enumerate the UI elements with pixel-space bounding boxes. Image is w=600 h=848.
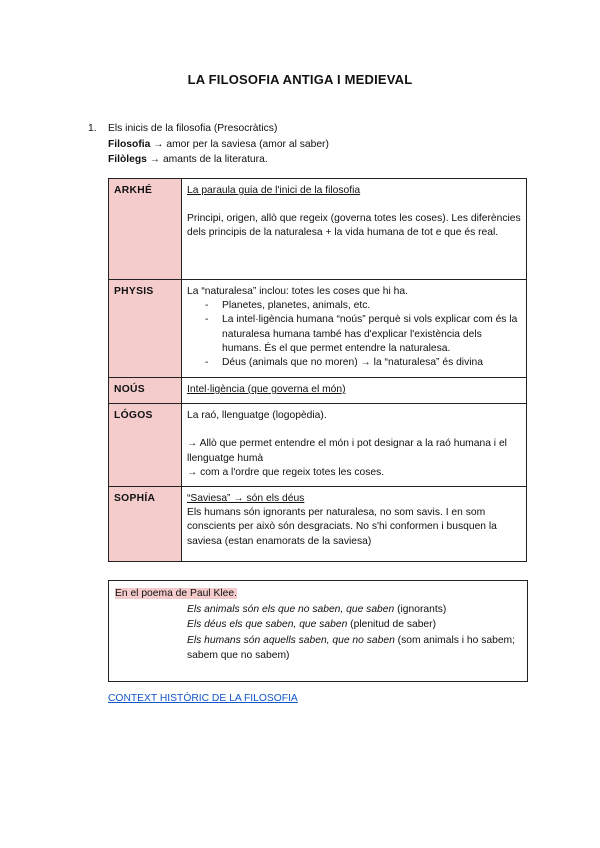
poem-line — [115, 602, 521, 618]
cell-text: → Allò que permet entendre el món i pot designar a la raó humana i el llenguatge humà — [187, 438, 507, 464]
definition-cell — [182, 487, 527, 562]
poem-intro: En el poema de Paul Klee. — [115, 588, 237, 599]
cell-subtitle: La paraula guia de l'inici de la filosofia — [187, 185, 361, 196]
term-cell: SOPHÍA — [109, 487, 182, 562]
cell-subtitle: Intel·ligència (que governa el món) — [187, 384, 346, 395]
definition-text: → amor per la saviesa (amor al saber) — [153, 138, 329, 150]
poem-box — [108, 580, 528, 682]
cell-text: La “naturalesa” inclou: totes les coses que hi ha. — [187, 286, 408, 297]
context-history-link[interactable]: CONTEXT HISTÒRIC DE LA FILOSOFIA — [108, 693, 298, 704]
definition-term: Filosofia — [108, 138, 151, 150]
cell-text: Els humans són ignorants per naturalesa, no som savis. I en som conscients per això són desgraciats. No s'hi conformen i busquen la saviesa (estan enamorats de la saviesa) — [187, 507, 497, 547]
poem-line-italic: Els humans són aquells saben, que no saben — [187, 634, 395, 646]
table-row — [109, 404, 527, 487]
definition-cell — [182, 179, 527, 280]
poem-line — [115, 633, 521, 664]
intro-heading-text: Els inicis de la filosofia (Presocràtics) — [108, 123, 278, 134]
poem-line — [115, 617, 521, 633]
list-item: - Planetes, planetes, animals, etc. — [205, 299, 521, 313]
term-cell: NOÚS — [109, 378, 182, 404]
table-row — [109, 487, 527, 562]
cell-text: → com a l'ordre que regeix totes les coses. — [187, 466, 385, 478]
cell-text: La raó, llenguatge (logopèdia). — [187, 410, 327, 422]
poem-line-note: (ignorants) — [394, 603, 447, 615]
table-row — [109, 378, 527, 404]
table-row — [109, 280, 527, 378]
list-number: 1. — [88, 123, 97, 134]
definition-cell — [182, 378, 527, 404]
definition-cell — [182, 280, 527, 378]
definition-filolegs — [88, 152, 329, 168]
definition-text: → amants de la literatura. — [149, 154, 268, 165]
list-item: - Déus (animals que no moren) → la “naturalesa” és divina — [205, 356, 521, 370]
poem-line-italic: Els déus els que saben, que saben — [187, 619, 348, 630]
term-cell: ARKHÉ — [109, 179, 182, 280]
term-cell: PHYSIS — [109, 280, 182, 378]
term-cell: LÓGOS — [109, 404, 182, 487]
cell-text: Principi, origen, allò que regeix (governa totes les coses). Les diferències dels principis de la naturalesa + la vida humana de tot e que és real. — [187, 213, 521, 239]
intro-heading — [88, 121, 329, 137]
dash-list — [187, 299, 521, 370]
page-title: LA FILOSOFIA ANTIGA I MEDIEVAL — [187, 72, 413, 87]
definition-filosofia — [88, 137, 329, 153]
poem-line-note: (som animals i ho sabem; sabem que no sabem) — [187, 634, 515, 661]
poem-line-note: (plenitud de saber) — [347, 619, 437, 630]
definition-cell — [182, 404, 527, 487]
intro-section — [88, 121, 329, 168]
list-item: - La intel·ligència humana “noús” perquè si vols explicar com és la naturalesa humana també has d'explicar l'existència dels humans. És el que permet entendre la naturalesa. — [205, 313, 521, 356]
concepts-table — [108, 178, 527, 562]
table-row — [109, 179, 527, 280]
poem-line-italic: Els animals són els que no saben, que saben — [187, 603, 395, 615]
definition-term: Filòlegs — [108, 154, 147, 165]
cell-subtitle: “Saviesa” → són els déus — [187, 493, 305, 505]
